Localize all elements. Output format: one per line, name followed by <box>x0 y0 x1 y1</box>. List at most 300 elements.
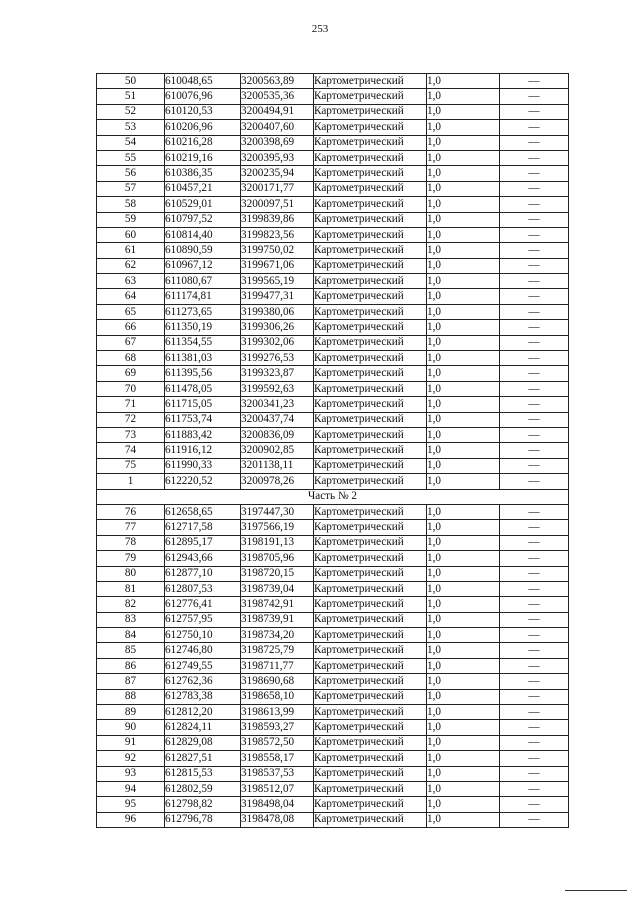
point-number-cell: 53 <box>97 120 165 135</box>
description-cell: — <box>500 628 569 643</box>
description-cell: — <box>500 812 569 827</box>
table-row <box>97 74 569 89</box>
description-cell: — <box>500 274 569 289</box>
accuracy-cell: 1,0 <box>427 689 500 704</box>
part-2-title: Часть № 2 <box>97 489 569 504</box>
accuracy-cell: 1,0 <box>427 520 500 535</box>
table-row <box>97 166 569 181</box>
method-cell: Картометрический <box>314 674 427 689</box>
y-coordinate-cell: 3199380,06 <box>241 304 314 319</box>
accuracy-cell: 1,0 <box>427 781 500 796</box>
point-number-cell: 90 <box>97 720 165 735</box>
description-cell: — <box>500 566 569 581</box>
accuracy-cell: 1,0 <box>427 89 500 104</box>
method-cell: Картометрический <box>314 120 427 135</box>
method-cell: Картометрический <box>314 427 427 442</box>
accuracy-cell: 1,0 <box>427 274 500 289</box>
point-number-cell: 57 <box>97 181 165 196</box>
x-coordinate-cell: 610120,53 <box>165 104 241 119</box>
y-coordinate-cell: 3200978,26 <box>241 474 314 489</box>
point-number-cell: 70 <box>97 381 165 396</box>
point-number-cell: 85 <box>97 643 165 658</box>
y-coordinate-cell: 3198512,07 <box>241 781 314 796</box>
x-coordinate-cell: 612746,80 <box>165 643 241 658</box>
point-number-cell: 56 <box>97 166 165 181</box>
description-cell: — <box>500 351 569 366</box>
method-cell: Картометрический <box>314 320 427 335</box>
method-cell: Картометрический <box>314 458 427 473</box>
description-cell: — <box>500 320 569 335</box>
x-coordinate-cell: 610814,40 <box>165 227 241 242</box>
x-coordinate-cell: 610890,59 <box>165 243 241 258</box>
point-number-cell: 58 <box>97 197 165 212</box>
x-coordinate-cell: 612829,08 <box>165 735 241 750</box>
x-coordinate-cell: 610219,16 <box>165 150 241 165</box>
y-coordinate-cell: 3200535,36 <box>241 89 314 104</box>
description-cell: — <box>500 705 569 720</box>
y-coordinate-cell: 3198739,04 <box>241 581 314 596</box>
y-coordinate-cell: 3197566,19 <box>241 520 314 535</box>
description-cell: — <box>500 197 569 212</box>
y-coordinate-cell: 3200398,69 <box>241 135 314 150</box>
point-number-cell: 73 <box>97 427 165 442</box>
point-number-cell: 63 <box>97 274 165 289</box>
y-coordinate-cell: 3198498,04 <box>241 797 314 812</box>
accuracy-cell: 1,0 <box>427 120 500 135</box>
point-number-cell: 79 <box>97 551 165 566</box>
x-coordinate-cell: 612757,95 <box>165 612 241 627</box>
method-cell: Картометрический <box>314 766 427 781</box>
method-cell: Картометрический <box>314 705 427 720</box>
table-row <box>97 381 569 396</box>
point-number-cell: 61 <box>97 243 165 258</box>
point-number-cell: 95 <box>97 797 165 812</box>
description-cell: — <box>500 212 569 227</box>
x-coordinate-cell: 612796,78 <box>165 812 241 827</box>
method-cell: Картометрический <box>314 181 427 196</box>
x-coordinate-cell: 612877,10 <box>165 566 241 581</box>
description-cell: — <box>500 181 569 196</box>
point-number-cell: 84 <box>97 628 165 643</box>
x-coordinate-cell: 612824,11 <box>165 720 241 735</box>
x-coordinate-cell: 611990,33 <box>165 458 241 473</box>
method-cell: Картометрический <box>314 720 427 735</box>
description-cell: — <box>500 504 569 519</box>
x-coordinate-cell: 612827,51 <box>165 751 241 766</box>
x-coordinate-cell: 612749,55 <box>165 658 241 673</box>
x-coordinate-cell: 611381,03 <box>165 351 241 366</box>
x-coordinate-cell: 612762,36 <box>165 674 241 689</box>
method-cell: Картометрический <box>314 227 427 242</box>
point-number-cell: 92 <box>97 751 165 766</box>
y-coordinate-cell: 3198711,77 <box>241 658 314 673</box>
y-coordinate-cell: 3198658,10 <box>241 689 314 704</box>
description-cell: — <box>500 74 569 89</box>
table-row <box>97 335 569 350</box>
description-cell: — <box>500 674 569 689</box>
method-cell: Картометрический <box>314 474 427 489</box>
y-coordinate-cell: 3199565,19 <box>241 274 314 289</box>
y-coordinate-cell: 3200395,93 <box>241 150 314 165</box>
x-coordinate-cell: 612717,58 <box>165 520 241 535</box>
method-cell: Картометрический <box>314 597 427 612</box>
description-cell: — <box>500 258 569 273</box>
accuracy-cell: 1,0 <box>427 504 500 519</box>
method-cell: Картометрический <box>314 504 427 519</box>
y-coordinate-cell: 3198572,50 <box>241 735 314 750</box>
accuracy-cell: 1,0 <box>427 628 500 643</box>
point-number-cell: 77 <box>97 520 165 535</box>
method-cell: Картометрический <box>314 104 427 119</box>
point-number-cell: 94 <box>97 781 165 796</box>
table-row <box>97 135 569 150</box>
method-cell: Картометрический <box>314 643 427 658</box>
table-row <box>97 812 569 827</box>
description-cell: — <box>500 443 569 458</box>
accuracy-cell: 1,0 <box>427 766 500 781</box>
point-number-cell: 74 <box>97 443 165 458</box>
method-cell: Картометрический <box>314 150 427 165</box>
method-cell: Картометрический <box>314 397 427 412</box>
table-row <box>97 474 569 489</box>
x-coordinate-cell: 611395,56 <box>165 366 241 381</box>
x-coordinate-cell: 612658,65 <box>165 504 241 519</box>
accuracy-cell: 1,0 <box>427 720 500 735</box>
method-cell: Картометрический <box>314 735 427 750</box>
description-cell: — <box>500 412 569 427</box>
table-row <box>97 612 569 627</box>
accuracy-cell: 1,0 <box>427 212 500 227</box>
table-row <box>97 197 569 212</box>
accuracy-cell: 1,0 <box>427 658 500 673</box>
method-cell: Картометрический <box>314 166 427 181</box>
point-number-cell: 91 <box>97 735 165 750</box>
table-row <box>97 258 569 273</box>
description-cell: — <box>500 797 569 812</box>
method-cell: Картометрический <box>314 89 427 104</box>
accuracy-cell: 1,0 <box>427 443 500 458</box>
description-cell: — <box>500 120 569 135</box>
description-cell: — <box>500 658 569 673</box>
point-number-cell: 62 <box>97 258 165 273</box>
y-coordinate-cell: 3198613,99 <box>241 705 314 720</box>
point-number-cell: 52 <box>97 104 165 119</box>
method-cell: Картометрический <box>314 520 427 535</box>
method-cell: Картометрический <box>314 658 427 673</box>
table-row <box>97 443 569 458</box>
description-cell: — <box>500 227 569 242</box>
description-cell: — <box>500 89 569 104</box>
x-coordinate-cell: 611174,81 <box>165 289 241 304</box>
x-coordinate-cell: 610797,52 <box>165 212 241 227</box>
description-cell: — <box>500 150 569 165</box>
method-cell: Картометрический <box>314 381 427 396</box>
method-cell: Картометрический <box>314 612 427 627</box>
description-cell: — <box>500 551 569 566</box>
description-cell: — <box>500 643 569 658</box>
method-cell: Картометрический <box>314 212 427 227</box>
table-row <box>97 751 569 766</box>
x-coordinate-cell: 610457,21 <box>165 181 241 196</box>
table-row <box>97 104 569 119</box>
table-row <box>97 581 569 596</box>
method-cell: Картометрический <box>314 243 427 258</box>
table-row <box>97 766 569 781</box>
method-cell: Картометрический <box>314 443 427 458</box>
y-coordinate-cell: 3199323,87 <box>241 366 314 381</box>
accuracy-cell: 1,0 <box>427 612 500 627</box>
accuracy-cell: 1,0 <box>427 104 500 119</box>
accuracy-cell: 1,0 <box>427 581 500 596</box>
accuracy-cell: 1,0 <box>427 289 500 304</box>
point-number-cell: 89 <box>97 705 165 720</box>
x-coordinate-cell: 611715,05 <box>165 397 241 412</box>
description-cell: — <box>500 104 569 119</box>
method-cell: Картометрический <box>314 197 427 212</box>
table-row <box>97 320 569 335</box>
point-number-cell: 1 <box>97 474 165 489</box>
x-coordinate-cell: 610529,01 <box>165 197 241 212</box>
section-row <box>97 489 569 504</box>
table-row <box>97 227 569 242</box>
y-coordinate-cell: 3199839,86 <box>241 212 314 227</box>
y-coordinate-cell: 3198537,53 <box>241 766 314 781</box>
table-row <box>97 628 569 643</box>
y-coordinate-cell: 3198478,08 <box>241 812 314 827</box>
method-cell: Картометрический <box>314 258 427 273</box>
table-row <box>97 781 569 796</box>
method-cell: Картометрический <box>314 566 427 581</box>
point-number-cell: 55 <box>97 150 165 165</box>
table-row <box>97 643 569 658</box>
accuracy-cell: 1,0 <box>427 227 500 242</box>
x-coordinate-cell: 612750,10 <box>165 628 241 643</box>
method-cell: Картометрический <box>314 797 427 812</box>
accuracy-cell: 1,0 <box>427 135 500 150</box>
method-cell: Картометрический <box>314 274 427 289</box>
description-cell: — <box>500 166 569 181</box>
x-coordinate-cell: 610076,96 <box>165 89 241 104</box>
accuracy-cell: 1,0 <box>427 320 500 335</box>
accuracy-cell: 1,0 <box>427 535 500 550</box>
table-row <box>97 551 569 566</box>
description-cell: — <box>500 735 569 750</box>
method-cell: Картометрический <box>314 335 427 350</box>
description-cell: — <box>500 397 569 412</box>
method-cell: Картометрический <box>314 751 427 766</box>
method-cell: Картометрический <box>314 74 427 89</box>
point-number-cell: 82 <box>97 597 165 612</box>
table-row <box>97 597 569 612</box>
table-row <box>97 658 569 673</box>
y-coordinate-cell: 3200902,85 <box>241 443 314 458</box>
method-cell: Картометрический <box>314 351 427 366</box>
description-cell: — <box>500 427 569 442</box>
y-coordinate-cell: 3198593,27 <box>241 720 314 735</box>
point-number-cell: 64 <box>97 289 165 304</box>
y-coordinate-cell: 3199592,63 <box>241 381 314 396</box>
table-row <box>97 181 569 196</box>
description-cell: — <box>500 243 569 258</box>
table-row <box>97 120 569 135</box>
description-cell: — <box>500 751 569 766</box>
description-cell: — <box>500 535 569 550</box>
method-cell: Картометрический <box>314 135 427 150</box>
part-1-rows <box>97 74 569 490</box>
accuracy-cell: 1,0 <box>427 412 500 427</box>
table-row <box>97 458 569 473</box>
accuracy-cell: 1,0 <box>427 797 500 812</box>
description-cell: — <box>500 520 569 535</box>
table-row <box>97 735 569 750</box>
accuracy-cell: 1,0 <box>427 304 500 319</box>
method-cell: Картометрический <box>314 581 427 596</box>
point-number-cell: 51 <box>97 89 165 104</box>
method-cell: Картометрический <box>314 366 427 381</box>
y-coordinate-cell: 3198720,15 <box>241 566 314 581</box>
y-coordinate-cell: 3200563,89 <box>241 74 314 89</box>
point-number-cell: 72 <box>97 412 165 427</box>
table-row <box>97 427 569 442</box>
part-2-rows <box>97 504 569 827</box>
point-number-cell: 59 <box>97 212 165 227</box>
coordinates-table <box>96 73 569 828</box>
accuracy-cell: 1,0 <box>427 181 500 196</box>
method-cell: Картометрический <box>314 628 427 643</box>
y-coordinate-cell: 3198705,96 <box>241 551 314 566</box>
y-coordinate-cell: 3200407,60 <box>241 120 314 135</box>
table-row <box>97 797 569 812</box>
table-row <box>97 566 569 581</box>
x-coordinate-cell: 611273,65 <box>165 304 241 319</box>
point-number-cell: 80 <box>97 566 165 581</box>
y-coordinate-cell: 3197447,30 <box>241 504 314 519</box>
accuracy-cell: 1,0 <box>427 74 500 89</box>
y-coordinate-cell: 3201138,11 <box>241 458 314 473</box>
part-2-header <box>97 489 569 504</box>
description-cell: — <box>500 458 569 473</box>
x-coordinate-cell: 611354,55 <box>165 335 241 350</box>
y-coordinate-cell: 3198191,13 <box>241 535 314 550</box>
x-coordinate-cell: 611350,19 <box>165 320 241 335</box>
y-coordinate-cell: 3200171,77 <box>241 181 314 196</box>
y-coordinate-cell: 3199302,06 <box>241 335 314 350</box>
x-coordinate-cell: 611883,42 <box>165 427 241 442</box>
description-cell: — <box>500 289 569 304</box>
description-cell: — <box>500 381 569 396</box>
x-coordinate-cell: 610967,12 <box>165 258 241 273</box>
accuracy-cell: 1,0 <box>427 474 500 489</box>
y-coordinate-cell: 3199750,02 <box>241 243 314 258</box>
y-coordinate-cell: 3198558,17 <box>241 751 314 766</box>
method-cell: Картометрический <box>314 289 427 304</box>
point-number-cell: 69 <box>97 366 165 381</box>
point-number-cell: 54 <box>97 135 165 150</box>
accuracy-cell: 1,0 <box>427 335 500 350</box>
x-coordinate-cell: 612783,38 <box>165 689 241 704</box>
y-coordinate-cell: 3199823,56 <box>241 227 314 242</box>
y-coordinate-cell: 3198725,79 <box>241 643 314 658</box>
y-coordinate-cell: 3200494,91 <box>241 104 314 119</box>
y-coordinate-cell: 3200836,09 <box>241 427 314 442</box>
point-number-cell: 88 <box>97 689 165 704</box>
description-cell: — <box>500 766 569 781</box>
page-number: 253 <box>311 23 329 35</box>
point-number-cell: 83 <box>97 612 165 627</box>
point-number-cell: 68 <box>97 351 165 366</box>
x-coordinate-cell: 610386,35 <box>165 166 241 181</box>
table-row <box>97 412 569 427</box>
y-coordinate-cell: 3199276,53 <box>241 351 314 366</box>
accuracy-cell: 1,0 <box>427 597 500 612</box>
accuracy-cell: 1,0 <box>427 674 500 689</box>
table-row <box>97 674 569 689</box>
footer-rule <box>565 890 627 891</box>
table-row <box>97 397 569 412</box>
table-row <box>97 243 569 258</box>
point-number-cell: 65 <box>97 304 165 319</box>
x-coordinate-cell: 612776,41 <box>165 597 241 612</box>
y-coordinate-cell: 3199671,06 <box>241 258 314 273</box>
point-number-cell: 60 <box>97 227 165 242</box>
accuracy-cell: 1,0 <box>427 197 500 212</box>
table-row <box>97 150 569 165</box>
y-coordinate-cell: 3199306,26 <box>241 320 314 335</box>
x-coordinate-cell: 611478,05 <box>165 381 241 396</box>
y-coordinate-cell: 3199477,31 <box>241 289 314 304</box>
x-coordinate-cell: 610206,96 <box>165 120 241 135</box>
table-row <box>97 366 569 381</box>
description-cell: — <box>500 135 569 150</box>
point-number-cell: 96 <box>97 812 165 827</box>
accuracy-cell: 1,0 <box>427 381 500 396</box>
accuracy-cell: 1,0 <box>427 735 500 750</box>
y-coordinate-cell: 3198734,20 <box>241 628 314 643</box>
table-row <box>97 289 569 304</box>
method-cell: Картометрический <box>314 535 427 550</box>
x-coordinate-cell: 612798,82 <box>165 797 241 812</box>
point-number-cell: 86 <box>97 658 165 673</box>
table-row <box>97 89 569 104</box>
table-row <box>97 720 569 735</box>
point-number-cell: 93 <box>97 766 165 781</box>
description-cell: — <box>500 781 569 796</box>
table-row <box>97 351 569 366</box>
accuracy-cell: 1,0 <box>427 566 500 581</box>
accuracy-cell: 1,0 <box>427 150 500 165</box>
description-cell: — <box>500 597 569 612</box>
description-cell: — <box>500 720 569 735</box>
table-row <box>97 535 569 550</box>
table-row <box>97 274 569 289</box>
y-coordinate-cell: 3198739,91 <box>241 612 314 627</box>
method-cell: Картометрический <box>314 551 427 566</box>
description-cell: — <box>500 335 569 350</box>
table-row <box>97 212 569 227</box>
method-cell: Картометрический <box>314 812 427 827</box>
description-cell: — <box>500 304 569 319</box>
y-coordinate-cell: 3200097,51 <box>241 197 314 212</box>
y-coordinate-cell: 3200341,23 <box>241 397 314 412</box>
accuracy-cell: 1,0 <box>427 397 500 412</box>
accuracy-cell: 1,0 <box>427 351 500 366</box>
point-number-cell: 71 <box>97 397 165 412</box>
table-row <box>97 520 569 535</box>
accuracy-cell: 1,0 <box>427 751 500 766</box>
accuracy-cell: 1,0 <box>427 243 500 258</box>
table-row <box>97 304 569 319</box>
table-row <box>97 504 569 519</box>
